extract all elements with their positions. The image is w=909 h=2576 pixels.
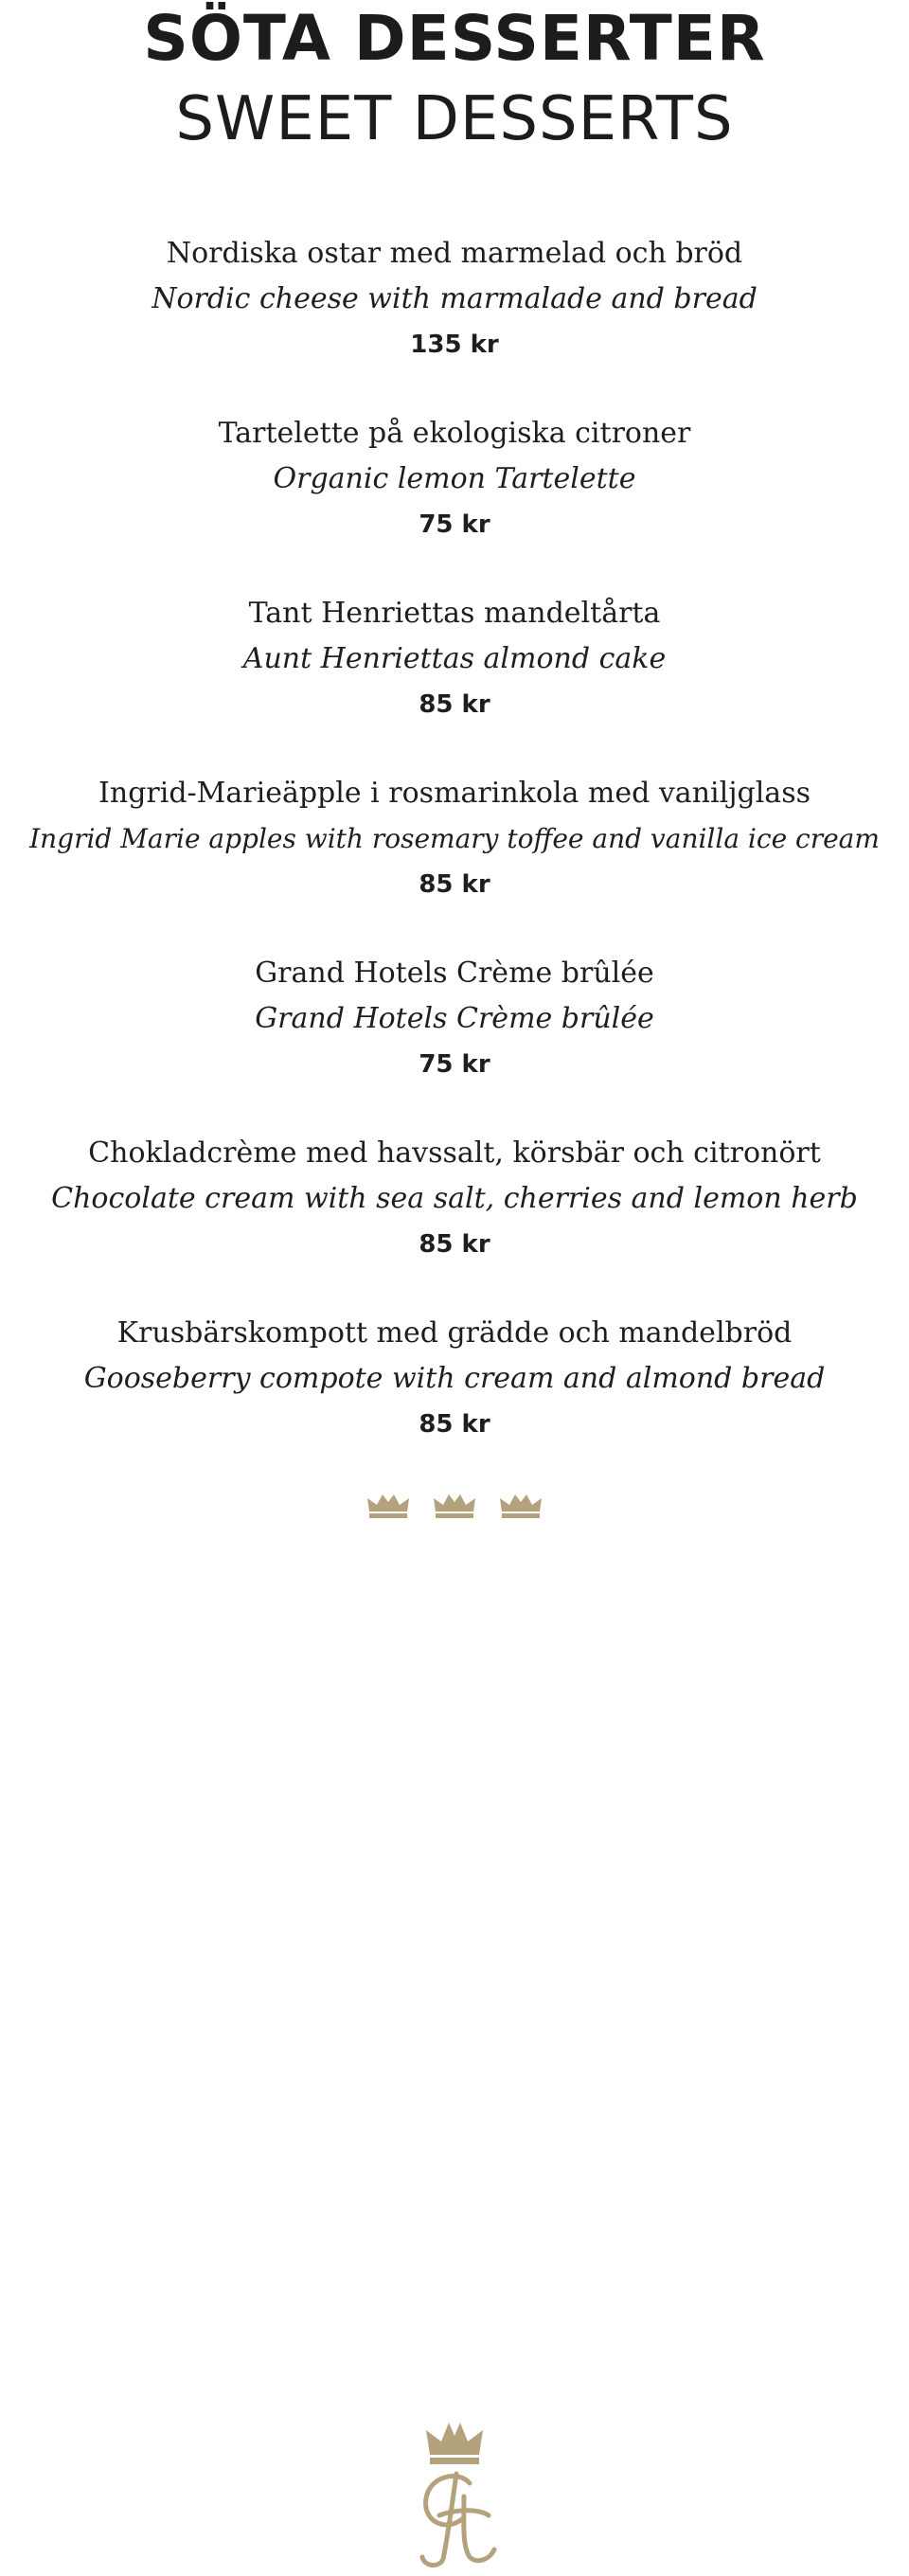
dish-name: Tartelette på ekologiska citroner	[218, 417, 691, 450]
dish-name: Tant Henriettas mandeltårta	[248, 597, 661, 630]
menu-item	[0, 1131, 909, 1267]
dish-translation: Chocolate cream with sea salt, cherries and lemon herb	[51, 1182, 858, 1215]
dish-translation: Ingrid Marie apples with rosemary toffee and vanilla ice cream	[29, 823, 880, 854]
dish-price: 85 kr	[419, 870, 490, 899]
dish-name: Chokladcrème med havssalt, körsbär och citronört	[88, 1136, 821, 1170]
menu-item	[0, 231, 909, 367]
dish-price: 85 kr	[419, 1410, 490, 1439]
monogram-crown-logo	[401, 2417, 508, 2572]
dish-name: Nordiska ostar med marmelad och bröd	[166, 237, 743, 270]
dish-translation: Aunt Henriettas almond cake	[242, 642, 667, 675]
crown-icon	[365, 1493, 411, 1519]
dish-translation: Organic lemon Tartelette	[273, 462, 636, 495]
dish-translation: Grand Hotels Crème brûlée	[255, 1002, 654, 1035]
menu-item	[0, 771, 909, 907]
dish-price: 75 kr	[419, 1050, 490, 1079]
menu-item	[0, 951, 909, 1087]
page-subtitle: SWEET DESSERTS	[175, 84, 734, 154]
dish-price: 135 kr	[410, 331, 499, 359]
page-title: SÖTA DESSERTER	[143, 2, 766, 75]
dish-price: 85 kr	[419, 1230, 490, 1259]
dish-name: Ingrid-Marieäpple i rosmarinkola med vaniljglass	[98, 777, 811, 810]
dish-price: 85 kr	[419, 690, 490, 719]
crown-icon	[432, 1493, 477, 1519]
crown-icon	[498, 1493, 544, 1519]
dish-name: Krusbärskompott med grädde och mandelbröd	[116, 1316, 793, 1350]
dish-price: 75 kr	[419, 510, 490, 539]
menu-item	[0, 1311, 909, 1447]
dish-translation: Nordic cheese with marmalade and bread	[152, 282, 758, 315]
crown-divider	[0, 1493, 909, 1519]
menu-item	[0, 411, 909, 547]
dish-translation: Gooseberry compote with cream and almond bread	[83, 1362, 826, 1395]
dish-name: Grand Hotels Crème brûlée	[255, 957, 654, 990]
menu-item	[0, 591, 909, 727]
